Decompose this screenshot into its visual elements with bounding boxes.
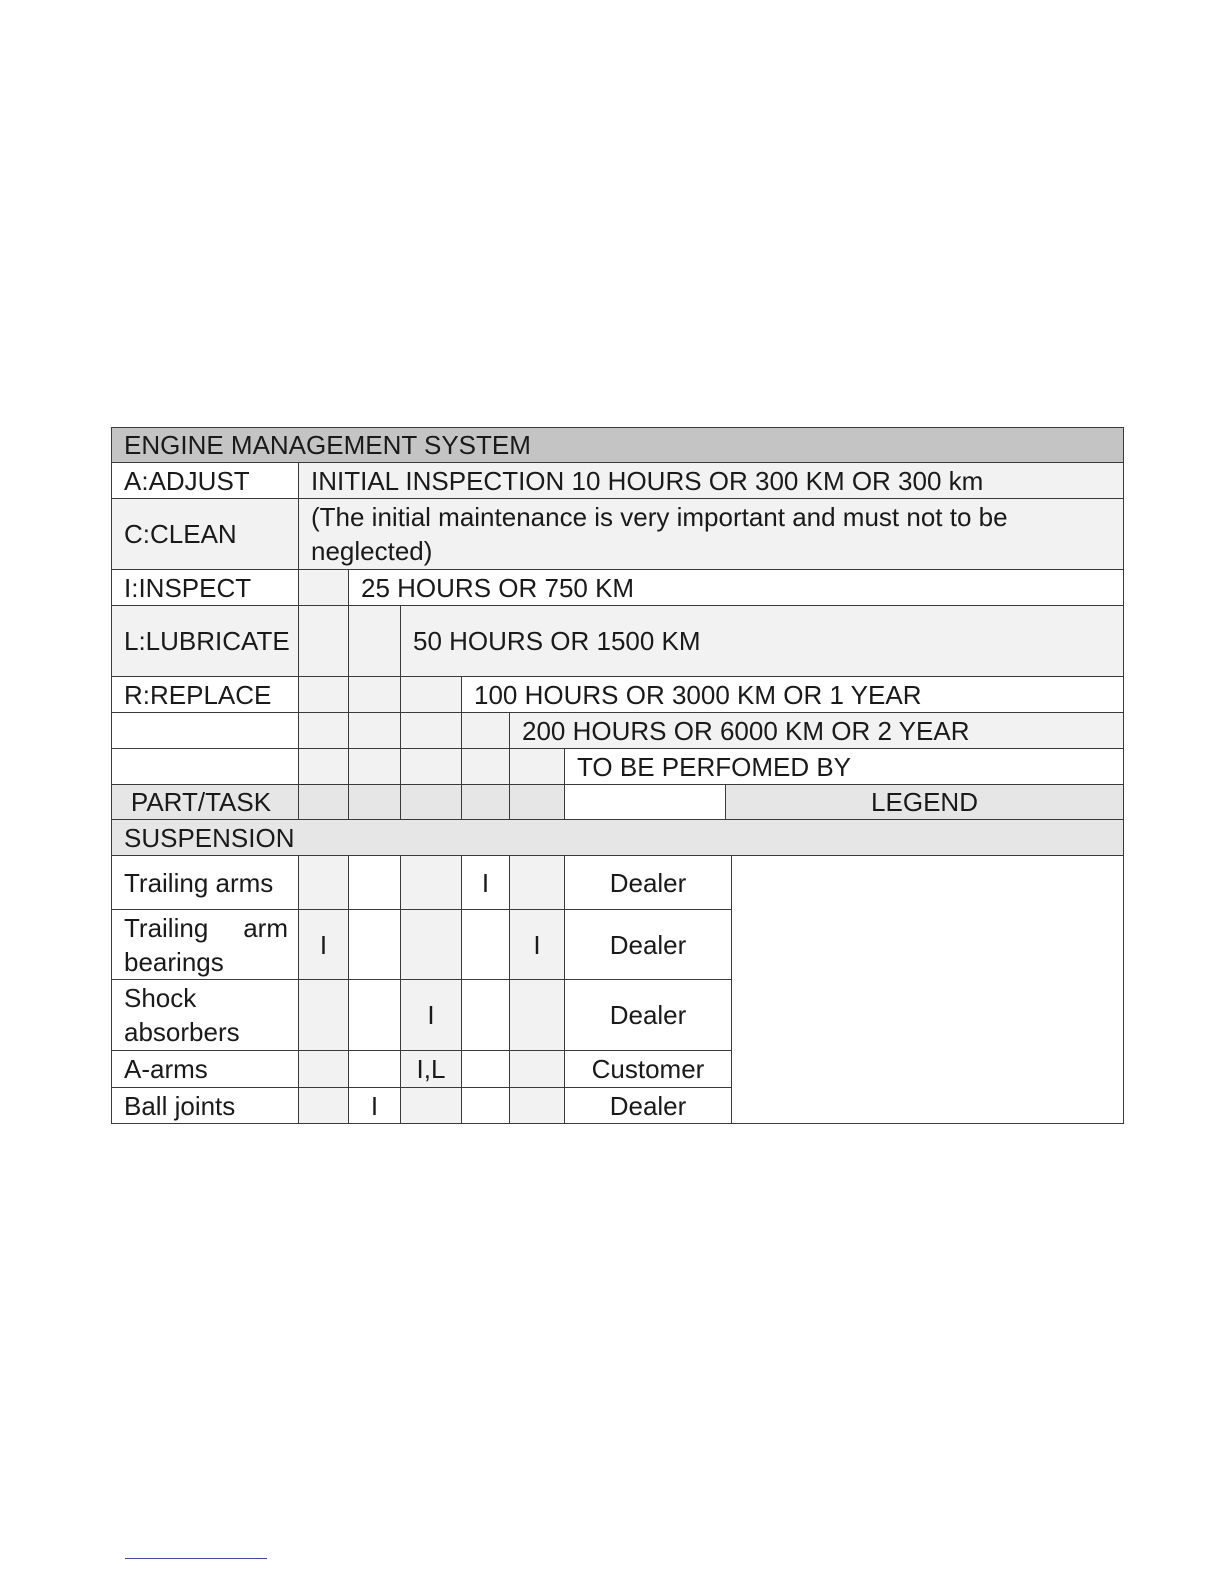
- legend-code-replace: R:REPLACE: [112, 677, 299, 713]
- performed-by: Customer: [565, 1051, 732, 1088]
- grid-cell: [299, 785, 349, 820]
- table-row: [112, 856, 1124, 910]
- grid-cell: [401, 785, 462, 820]
- legend-header: LEGEND: [726, 785, 1124, 820]
- grid-cell: [462, 785, 510, 820]
- interval-cell: [299, 1088, 349, 1124]
- performed-by: Dealer: [565, 856, 732, 910]
- grid-cell: [401, 749, 462, 785]
- interval-cell: [299, 1051, 349, 1088]
- initial-maintenance-note: (The initial maintenance is very important and must not to be neglected): [299, 499, 1124, 570]
- grid-cell: [401, 713, 462, 749]
- legend-code-inspect: I:INSPECT: [112, 570, 299, 606]
- grid-cell: [299, 677, 349, 713]
- part-name: Shock absorbers: [112, 980, 299, 1051]
- interval-cell: [349, 910, 401, 980]
- interval-cell: [462, 1088, 510, 1124]
- interval-100h: 100 HOURS OR 3000 KM OR 1 YEAR: [462, 677, 1124, 713]
- grid-cell: [299, 713, 349, 749]
- grid-cell: [510, 749, 565, 785]
- footnote-separator: [125, 1558, 267, 1559]
- table-header: ENGINE MANAGEMENT SYSTEM: [112, 428, 1124, 463]
- interval-cell: [462, 1051, 510, 1088]
- grid-cell: [349, 677, 401, 713]
- legend-code-lubricate: L:LUBRICATE: [112, 606, 299, 677]
- interval-cell: [462, 980, 510, 1051]
- interval-cell: I: [299, 910, 349, 980]
- part-name: Trailing arms: [112, 856, 299, 910]
- interval-cell: I: [510, 910, 565, 980]
- performed-by: Dealer: [565, 1088, 732, 1124]
- interval-cell: I: [401, 980, 462, 1051]
- performed-by: Dealer: [565, 980, 732, 1051]
- interval-cell: I: [462, 856, 510, 910]
- maintenance-schedule-table: [111, 427, 1124, 1124]
- grid-cell: [349, 606, 401, 677]
- grid-cell: [349, 785, 401, 820]
- interval-cell: I,L: [401, 1051, 462, 1088]
- interval-cell: I: [349, 1088, 401, 1124]
- legend-code-empty: [112, 749, 299, 785]
- interval-cell: [462, 910, 510, 980]
- grid-cell: [401, 677, 462, 713]
- interval-cell: [401, 910, 462, 980]
- performed-by-header: TO BE PERFOMED BY: [565, 749, 1124, 785]
- grid-cell: [349, 713, 401, 749]
- grid-cell: [510, 785, 565, 820]
- part-task-header: PART/TASK: [112, 785, 299, 820]
- grid-cell: [462, 749, 510, 785]
- interval-cell: [510, 1088, 565, 1124]
- performed-by: Dealer: [565, 910, 732, 980]
- interval-cell: [401, 1088, 462, 1124]
- legend-code-clean: C:CLEAN: [112, 499, 299, 570]
- interval-cell: [510, 1051, 565, 1088]
- interval-cell: [401, 856, 462, 910]
- legend-code-adjust: A:ADJUST: [112, 463, 299, 499]
- part-name: A-arms: [112, 1051, 299, 1088]
- grid-cell: [565, 785, 726, 820]
- interval-25h: 25 HOURS OR 750 KM: [349, 570, 1124, 606]
- interval-cell: [299, 856, 349, 910]
- interval-cell: [349, 1051, 401, 1088]
- legend-code-empty: [112, 713, 299, 749]
- interval-50h: 50 HOURS OR 1500 KM: [401, 606, 1124, 677]
- interval-200h: 200 HOURS OR 6000 KM OR 2 YEAR: [510, 713, 1124, 749]
- interval-cell: [299, 980, 349, 1051]
- grid-cell: [299, 570, 349, 606]
- interval-cell: [349, 980, 401, 1051]
- part-name: Ball joints: [112, 1088, 299, 1124]
- legend-area: [732, 856, 1124, 1124]
- part-name: Trailing arm bearings: [112, 910, 299, 980]
- grid-cell: [299, 606, 349, 677]
- grid-cell: [299, 749, 349, 785]
- interval-cell: [349, 856, 401, 910]
- interval-cell: [510, 980, 565, 1051]
- interval-initial: INITIAL INSPECTION 10 HOURS OR 300 KM OR 300 km: [299, 463, 1124, 499]
- grid-cell: [349, 749, 401, 785]
- grid-cell: [462, 713, 510, 749]
- interval-cell: [510, 856, 565, 910]
- section-suspension: SUSPENSION: [112, 820, 1124, 856]
